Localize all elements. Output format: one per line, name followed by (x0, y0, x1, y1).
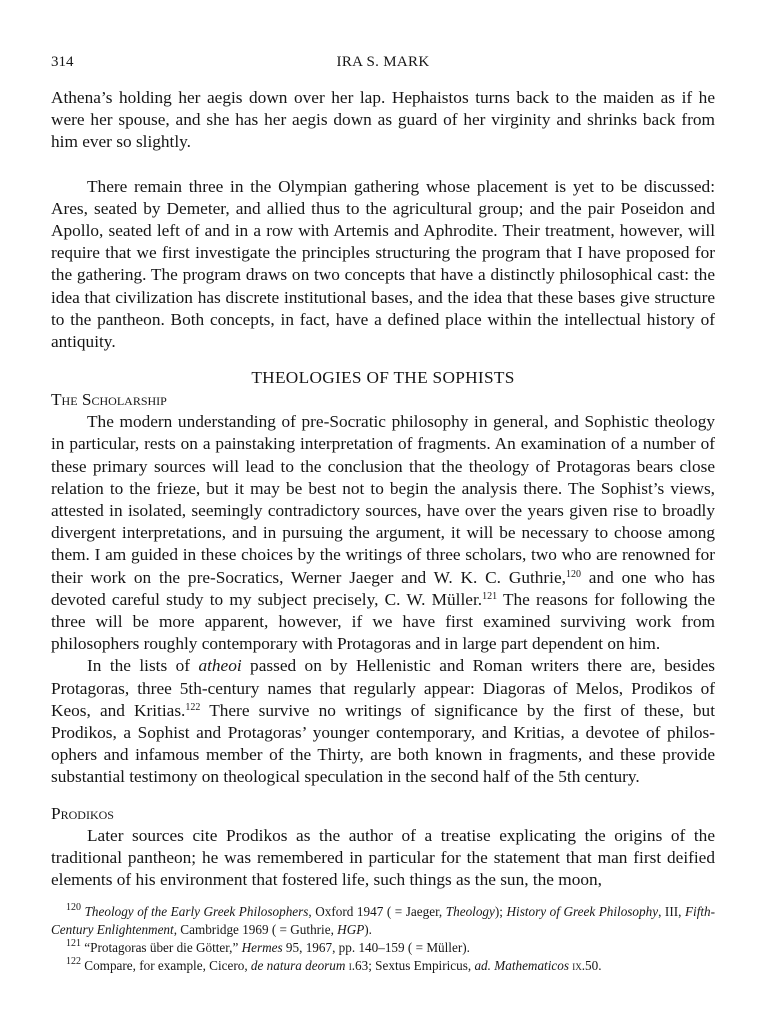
citation-short-title: Theology (445, 904, 495, 919)
work-reference: i.63 (345, 958, 369, 973)
footnote-number: 121 (66, 938, 81, 949)
scholarship-paragraph-2 (51, 655, 715, 788)
footnote-ref-122[interactable]: 122 (185, 701, 201, 713)
footnotes (51, 903, 715, 975)
citation-text: , Oxford 1947 ( = Jaeger, (308, 904, 446, 919)
paragraph-text: passed on by Hellenistic and Roman writers there are, besides Protagoras, three 5th-century names that regularly appear: Diagoras of Melos, Prodikos of Keos, and Kritias. (51, 656, 715, 720)
citation-short-title: HGP (337, 922, 365, 937)
citation-text: . (598, 958, 602, 973)
section-title: THEOLOGIES OF THE SOPHISTS (251, 368, 515, 388)
citation-text: “Protagoras über die Götter,” (84, 940, 242, 955)
work-reference: ix.50 (568, 958, 599, 973)
paragraph-text: The modern understanding of pre-Socratic philosophy in general, and Sophistic theology in particular, rests on a painstaking interpretation of fragments. An examination of a number of these primary sources will lead to the conclusion that the theology of Protagoras bears close relation to the frieze, but it may be best not to begin the analysis there. The Sophist’s views, attested in isolated, seemingly contradictory sources, have over the years given rise to broadly divergent interpretations, and in pursuing the argument, it will be necessary to choose among them. I am guided in these choices by the writings of three scholars, two who are renowned for their work on the pre-Socratics, Werner Jaeger and W. K. C. Guthrie, (51, 412, 715, 587)
main-text (51, 87, 715, 891)
work-title: de natura deorum (250, 958, 346, 973)
citation-text: Compare, for example, Cicero, (84, 958, 251, 973)
running-head (51, 54, 715, 74)
continuation-paragraph: Athena’s holding her aegis down over her lap. Hephaistos turns back to the maiden as if he were her spouse, and she has her aegis down as guard of her virginity and shrinks back from him ever so slightly. (51, 88, 715, 152)
paragraph-text: In the lists of (87, 656, 199, 676)
paragraph-text: The reasons for following the three will be more apparent, however, if we have first examined surviving work from philosophers roughly contemporary with Protagoras and in large part dependent on him. (51, 589, 715, 654)
citation-text: ; Sextus Empiricus, (368, 958, 475, 973)
paragraph-text: There survive no writings of significance by the first of these, but Prodikos, a Sophist and Protagoras’ younger contemporary, and Kritias, a devotee of philosophers and infamous member of the Thirty, are both known in fragments, and these provide substantial testimony on theological speculation in the second half of the 5th century. (51, 700, 715, 787)
footnote-number: 122 (66, 956, 81, 967)
footnote-121 (51, 939, 715, 957)
journal-title: Hermes (241, 940, 283, 955)
subsection-heading-prodikos: Prodikos (51, 803, 114, 823)
olympian-paragraph: There remain three in the Olympian gathering whose placement is yet to be discussed: Ares, seated by Demeter, and allied thus to the agricultural group; and the pair Poseidon and Apollo, seated left of and in a row with Artemis and Aphrodite. Their treatment, however, will require that we first investigate the principles structuring the program that I have proposed for the gathering. The program draws on two concepts that have a distinctly philosophical cast: the idea that civilization has discrete institutional bases, and the idea that these bases give structure to the pantheon. Both concepts, in fact, have a defined place within the intellectual history of antiquity. (51, 176, 715, 352)
citation-text: 95, 1967, pp. 140–159 ( = Müller). (282, 940, 470, 955)
page-number: 314 (51, 54, 74, 70)
scholarship-paragraph-1 (51, 411, 715, 655)
work-title: ad. Mathematicos (474, 958, 569, 973)
footnote-ref-120[interactable]: 120 (565, 568, 581, 580)
footnote-number: 120 (66, 902, 81, 913)
running-title: IRA S. MARK (336, 54, 430, 70)
citation-title: History of Greek Philosophy (506, 904, 659, 919)
footnote-120 (51, 903, 715, 939)
subsection-heading-scholarship: The Scholarship (51, 390, 167, 410)
prodikos-paragraph-1: Later sources cite Prodikos as the author of a treatise explicating the origins of the traditional pantheon; he was remembered in particular for the statement that man first deified elements of his environment that fostered life, such things as the sun, the moon, (51, 825, 715, 890)
citation-text: , III, (658, 904, 685, 919)
footnote-ref-121[interactable]: 121 (482, 590, 498, 602)
citation-text: ); (494, 904, 507, 919)
atheoi-term: atheoi (198, 656, 242, 676)
footnote-122 (51, 957, 715, 975)
citation-title: Fifth-Century Enlightenment (51, 904, 716, 937)
citation-text: ). (364, 922, 372, 937)
paragraph-text: and one who has devoted careful study to my subject precisely, C. W. Müller. (51, 567, 716, 609)
citation-text: , Cambridge 1969 ( = Guthrie, (173, 922, 338, 937)
citation-title: Theology of the Early Greek Philosophers (84, 904, 309, 919)
